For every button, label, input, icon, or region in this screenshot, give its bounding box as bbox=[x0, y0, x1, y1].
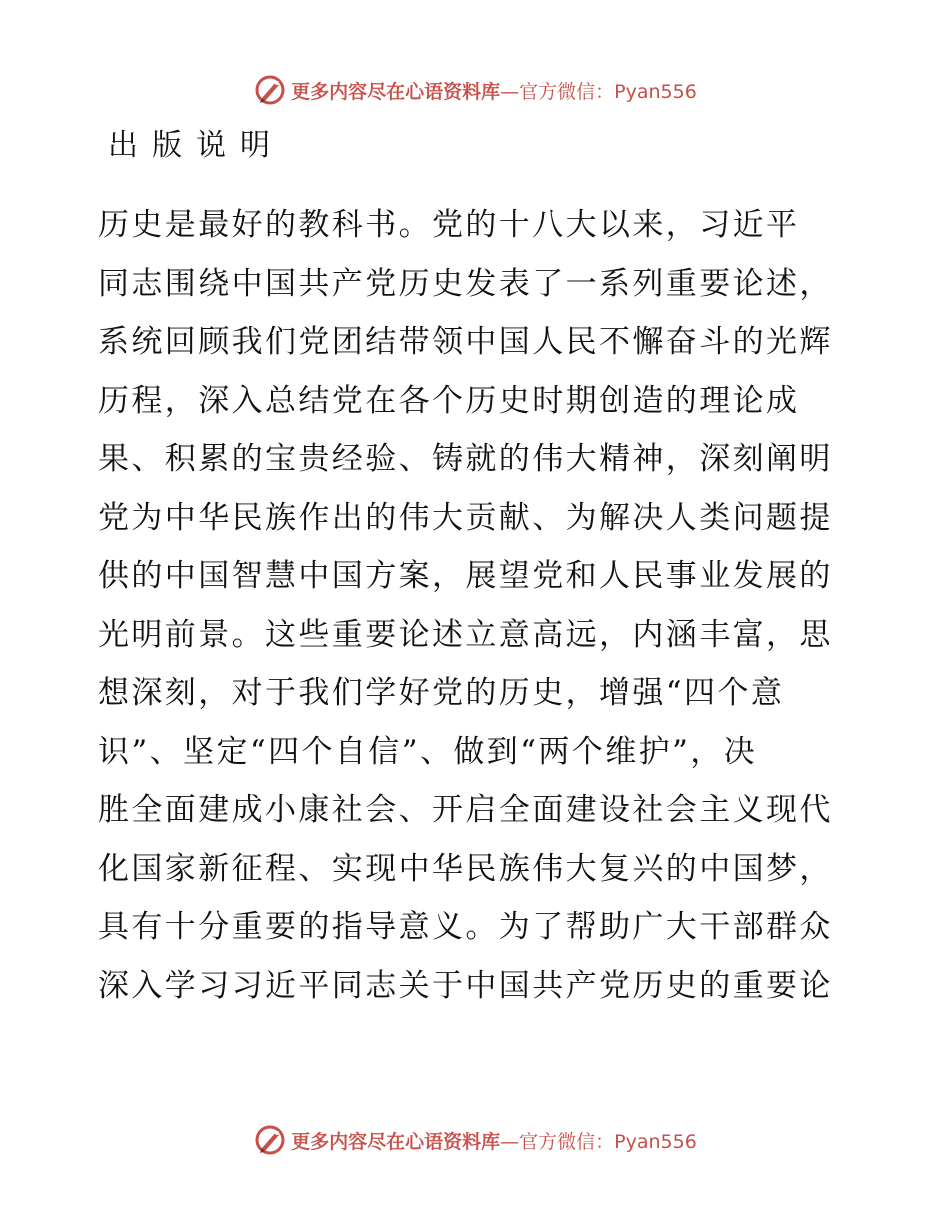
body-line: 光明前景。这些重要论述立意高远，内涵丰富，思 bbox=[98, 616, 833, 653]
footer-banner bbox=[0, 1120, 950, 1160]
header-site-text: 更多内容尽在心语资料库 bbox=[291, 80, 501, 103]
body-line: 供的中国智慧中国方案，展望党和人民事业发展的 bbox=[98, 558, 833, 594]
body-line: 历程，深入总结党在各个历史时期创造的理论成 bbox=[98, 382, 800, 419]
body-line: 胜全面建成小康社会、开启全面建设社会主义现代 bbox=[98, 792, 833, 828]
footer-contact-text: 官方微信：Pyan556 bbox=[519, 1130, 697, 1153]
body-line: 想深刻，对于我们学好党的历史，增强“四个意 bbox=[98, 675, 785, 711]
footer-banner-text bbox=[291, 1127, 697, 1154]
header-banner-text bbox=[291, 77, 697, 104]
body-line: 化国家新征程、实现中华民族伟大复兴的中国梦， bbox=[98, 850, 833, 887]
header-dash: — bbox=[500, 80, 520, 103]
body-line: 具有十分重要的指导意义。为了帮助广大干部群众 bbox=[98, 909, 833, 945]
body-line: 系统回顾我们党团结带领中国人民不懈奋斗的光辉 bbox=[98, 324, 833, 360]
body-line: 深入学习习近平同志关于中国共产党历史的重要论 bbox=[98, 967, 833, 1004]
pen-logo-icon bbox=[253, 1123, 287, 1157]
body-line: 果、积累的宝贵经验、铸就的伟大精神，深刻阐明 bbox=[98, 441, 833, 477]
body-line: 识”、坚定“四个自信”、做到“两个维护”，决 bbox=[98, 733, 758, 770]
header-banner bbox=[0, 70, 950, 110]
body-line: 历史是最好的教科书。党的十八大以来，习近平 bbox=[98, 207, 800, 243]
document-body bbox=[98, 196, 858, 1015]
pen-logo-icon bbox=[253, 73, 287, 107]
body-line: 党为中华民族作出的伟大贡献、为解决人类问题提 bbox=[98, 499, 833, 536]
footer-dash: — bbox=[500, 1130, 520, 1153]
document-title: 出版说明 bbox=[108, 128, 284, 163]
header-contact-text: 官方微信：Pyan556 bbox=[519, 80, 697, 103]
footer-site-text: 更多内容尽在心语资料库 bbox=[291, 1130, 501, 1153]
body-line: 同志围绕中国共产党历史发表了一系列重要论述， bbox=[98, 265, 833, 302]
